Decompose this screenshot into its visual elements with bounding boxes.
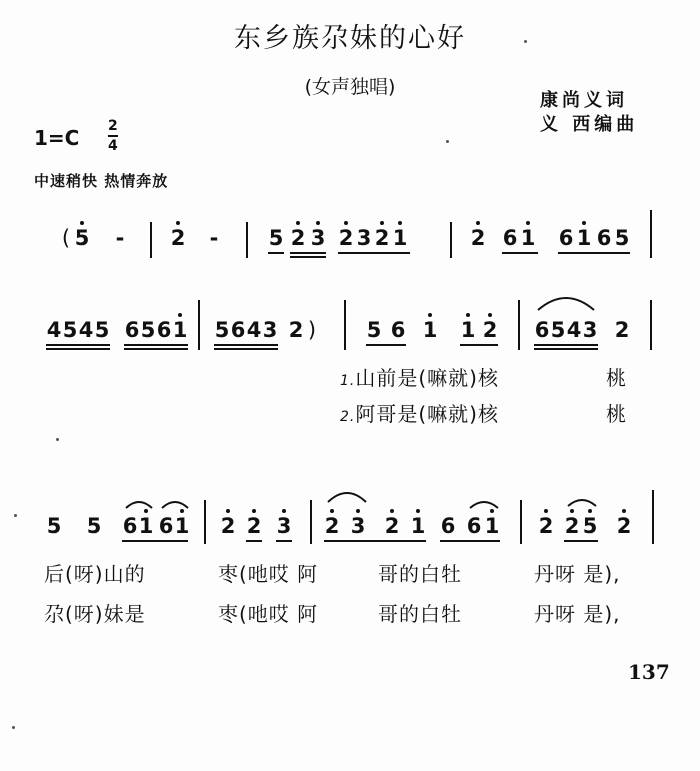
note: 5 xyxy=(74,226,90,250)
note: 1 xyxy=(484,514,500,538)
note: 2 xyxy=(288,318,304,342)
underline xyxy=(46,344,110,346)
note: 5 xyxy=(86,514,102,538)
note: 2 xyxy=(384,514,400,538)
dot-above xyxy=(416,509,420,513)
verse-number: 1. xyxy=(340,373,356,389)
note: 2 xyxy=(470,226,486,250)
dot-above xyxy=(544,509,548,513)
lyric-text: 阿哥是(嘛就)核 xyxy=(355,402,499,426)
barline xyxy=(650,210,652,258)
underline xyxy=(534,348,598,350)
barline xyxy=(450,222,452,258)
dot-above xyxy=(344,221,348,225)
lyric-line-2-end: 桃 xyxy=(606,402,627,426)
time-fraction-bar xyxy=(108,135,118,137)
scan-speck xyxy=(524,40,527,43)
lyric-line-4d: 丹呀 是), xyxy=(534,602,621,626)
dot-above xyxy=(380,221,384,225)
note: 2 xyxy=(564,514,580,538)
note: 2 xyxy=(338,226,354,250)
note: 3 xyxy=(582,318,598,342)
lyric-line-3c: 哥的白牡 xyxy=(378,562,462,586)
note: 4 xyxy=(46,318,62,342)
underline xyxy=(558,252,630,254)
barline xyxy=(310,500,312,544)
note: 1 xyxy=(392,226,408,250)
lyric-line-4b: 枣(吔哎 阿 xyxy=(218,602,319,626)
underline xyxy=(290,256,326,258)
underline xyxy=(124,344,188,346)
note: 6 xyxy=(122,514,138,538)
note: 6 xyxy=(230,318,246,342)
dot-above xyxy=(330,509,334,513)
note: 4 xyxy=(246,318,262,342)
barline xyxy=(150,222,152,258)
lyric-line-1-end: 桃 xyxy=(606,366,627,390)
underline xyxy=(440,540,500,542)
barline xyxy=(652,490,654,544)
underline xyxy=(46,348,110,350)
dot-above xyxy=(176,221,180,225)
note: 3 xyxy=(356,226,372,250)
note: 1 xyxy=(410,514,426,538)
note: 1 xyxy=(138,514,154,538)
note: 1 xyxy=(576,226,592,250)
dot-above xyxy=(296,221,300,225)
note: 6 xyxy=(534,318,550,342)
note: 6 xyxy=(466,514,482,538)
underline xyxy=(460,344,498,346)
underline xyxy=(534,344,598,346)
underline xyxy=(246,540,262,542)
composer-credit: 义 西编曲 xyxy=(540,114,639,135)
underline xyxy=(564,540,598,542)
note: ( xyxy=(61,226,71,250)
page-number: 137 xyxy=(628,660,670,684)
barline xyxy=(520,500,522,544)
underline xyxy=(124,348,188,350)
note: 2 xyxy=(324,514,340,538)
underline xyxy=(502,252,538,254)
slur xyxy=(566,496,598,508)
note: 5 xyxy=(614,226,630,250)
note: ) xyxy=(307,318,317,342)
dot-above xyxy=(570,509,574,513)
note: 5 xyxy=(94,318,110,342)
lyric-line-2 xyxy=(340,398,499,427)
dot-above xyxy=(178,313,182,317)
note: 1 xyxy=(422,318,438,342)
time-bottom: 4 xyxy=(108,138,118,154)
note: 6 xyxy=(502,226,518,250)
note: 1 xyxy=(172,318,188,342)
underline xyxy=(366,344,406,346)
note: 5 xyxy=(214,318,230,342)
note: 5 xyxy=(268,226,284,250)
dot-above xyxy=(588,509,592,513)
dot-above xyxy=(582,221,586,225)
note: 6 xyxy=(124,318,140,342)
scan-speck xyxy=(14,514,17,517)
note: 2 xyxy=(482,318,498,342)
note: 2 xyxy=(246,514,262,538)
scan-speck xyxy=(56,438,59,441)
key-signature: 1=C xyxy=(34,126,80,150)
note: 6 xyxy=(158,514,174,538)
barline xyxy=(246,222,248,258)
note: 6 xyxy=(390,318,406,342)
note: 6 xyxy=(558,226,574,250)
slur xyxy=(468,498,500,510)
slur xyxy=(160,498,190,510)
note: 3 xyxy=(276,514,292,538)
note: 2 xyxy=(616,514,632,538)
dot-above xyxy=(316,221,320,225)
dot-above xyxy=(390,509,394,513)
time-signature xyxy=(108,118,118,154)
note: 6 xyxy=(440,514,456,538)
dot-above xyxy=(428,313,432,317)
lyric-line-3d: 丹呀 是), xyxy=(534,562,621,586)
lyric-line-3: 后(呀)山的 xyxy=(44,562,146,586)
dot-above xyxy=(476,221,480,225)
note: 2 xyxy=(220,514,236,538)
barline xyxy=(204,500,206,544)
note: 1 xyxy=(520,226,536,250)
lyric-line-4: 尕(呀)妹是 xyxy=(44,602,146,626)
note: 2 xyxy=(614,318,630,342)
note: 2 xyxy=(374,226,390,250)
note: 5 xyxy=(62,318,78,342)
lyric-line-3b: 枣(吔哎 阿 xyxy=(218,562,319,586)
note: 5 xyxy=(550,318,566,342)
note: 3 xyxy=(350,514,366,538)
note: 5 xyxy=(366,318,382,342)
note: 5 xyxy=(46,514,62,538)
dot-above xyxy=(398,221,402,225)
note: - xyxy=(115,226,125,250)
time-top: 2 xyxy=(108,118,118,134)
dot-above xyxy=(466,313,470,317)
note: 3 xyxy=(310,226,326,250)
note: 4 xyxy=(566,318,582,342)
note: 5 xyxy=(582,514,598,538)
dot-above xyxy=(226,509,230,513)
slur xyxy=(536,292,596,312)
note: 2 xyxy=(538,514,554,538)
tempo-marking: 中速稍快 热情奔放 xyxy=(34,172,169,190)
note: 1 xyxy=(174,514,190,538)
note: 6 xyxy=(156,318,172,342)
underline xyxy=(214,348,278,350)
lyric-line-1 xyxy=(340,362,499,391)
dot-above xyxy=(282,509,286,513)
slur xyxy=(326,488,368,504)
underline xyxy=(290,252,326,254)
note: 6 xyxy=(596,226,612,250)
verse-number: 2. xyxy=(340,409,356,425)
underline xyxy=(276,540,292,542)
page-title: 东乡族尕妹的心好 xyxy=(234,23,466,54)
dot-above xyxy=(526,221,530,225)
lyricist-credit: 康尚义词 xyxy=(540,90,628,111)
subtitle: (女声独唱) xyxy=(304,76,396,98)
barline xyxy=(650,300,652,350)
dot-above xyxy=(80,221,84,225)
note: 2 xyxy=(290,226,306,250)
scan-speck xyxy=(446,140,449,143)
underline xyxy=(122,540,188,542)
note: - xyxy=(209,226,219,250)
barline xyxy=(198,300,200,350)
note: 2 xyxy=(170,226,186,250)
lyric-text: 山前是(嘛就)核 xyxy=(355,366,499,390)
dot-above xyxy=(252,509,256,513)
lyric-line-4c: 哥的白牡 xyxy=(378,602,462,626)
dot-above xyxy=(488,313,492,317)
dot-above xyxy=(356,509,360,513)
underline xyxy=(338,252,410,254)
dot-above xyxy=(622,509,626,513)
slur xyxy=(124,498,154,510)
note: 3 xyxy=(262,318,278,342)
note: 5 xyxy=(140,318,156,342)
underline xyxy=(214,344,278,346)
note: 1 xyxy=(460,318,476,342)
note: 4 xyxy=(78,318,94,342)
underline xyxy=(268,252,284,254)
scan-speck xyxy=(12,726,15,729)
barline xyxy=(518,300,520,350)
underline xyxy=(324,540,426,542)
barline xyxy=(344,300,346,350)
